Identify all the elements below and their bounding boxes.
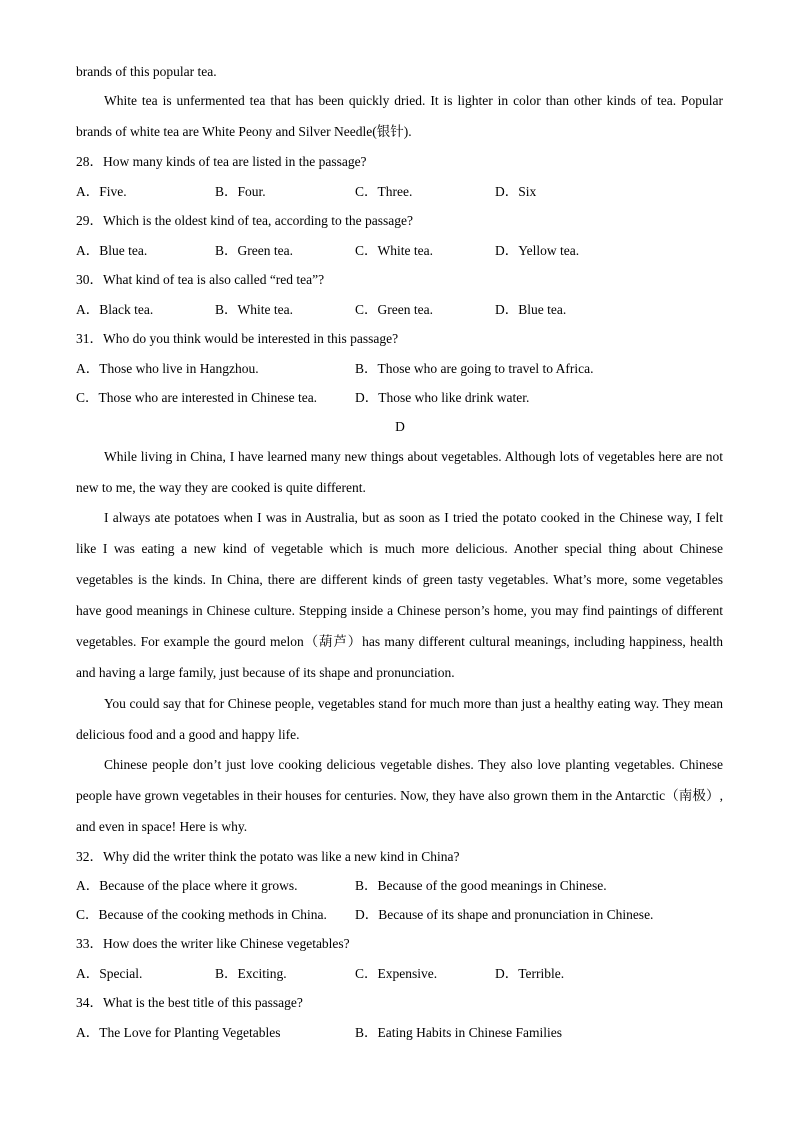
question-28-option-a: A．Five.	[76, 184, 127, 199]
section-d-heading: D	[395, 419, 405, 434]
question-33-stem: 33．How does the writer like Chinese vegetables?	[76, 936, 350, 951]
question-33-option-a: A．Special.	[76, 966, 143, 981]
question-33-option-c: C．Expensive.	[355, 966, 438, 981]
question-33-option-b: B．Exciting.	[215, 966, 287, 981]
question-31-option-a: A．Those who live in Hangzhou.	[76, 361, 259, 376]
question-30-option-b: B．White tea.	[215, 302, 293, 317]
question-30-option-d: D．Blue tea.	[495, 302, 567, 317]
question-32-stem: 32．Why did the writer think the potato was like a new kind in China?	[76, 849, 460, 864]
question-32-option-d: D．Because of its shape and pronunciation in Chinese.	[355, 907, 654, 922]
question-29-stem: 29．Which is the oldest kind of tea, according to the passage?	[76, 213, 414, 228]
section-d-paragraph-3: You could say that for Chinese people, vegetables stand for much more than just a healthy eating way. They mean delicious food and a good and happy life.	[76, 696, 723, 742]
section-d-paragraph-4: Chinese people don’t just love cooking delicious vegetable dishes. They also love planting vegetables. Chinese people have grown vegetables in their houses for centuries. Now, they have also grown them in the Antarctic（南极）, and even in space! Here is why.	[76, 757, 723, 834]
question-33-option-d: D．Terrible.	[495, 966, 565, 981]
question-30-stem: 30．What kind of tea is also called “red tea”?	[76, 272, 325, 287]
question-29-option-c: C．White tea.	[355, 243, 433, 258]
question-34-option-b: B．Eating Habits in Chinese Families	[355, 1025, 562, 1040]
question-28-stem: 28．How many kinds of tea are listed in the passage?	[76, 154, 367, 169]
section-d-paragraph-2: I always ate potatoes when I was in Australia, but as soon as I tried the potato cooked in the Chinese way, I felt like I was eating a new kind of vegetable which is much more delicious. Another special thing about Chinese vegetables is the kinds. In China, there are different kinds of green tasty vegetables. What’s more, some vegetables have good meanings in Chinese culture. Stepping inside a Chinese person’s home, you may find paintings of different vegetables. For example the gourd melon（葫芦）has many different cultural meanings, including happiness, health and having a large family, just because of its shape and pronunciation.	[76, 510, 723, 680]
passage-c-tail-line: brands of this popular tea.	[76, 64, 217, 79]
section-d-paragraph-1: While living in China, I have learned many new things about vegetables. Although lots of vegetables here are not new to me, the way they are cooked is quite different.	[76, 449, 723, 495]
question-30-option-c: C．Green tea.	[355, 302, 433, 317]
question-28-option-b: B．Four.	[215, 184, 266, 199]
question-31-stem: 31．Who do you think would be interested in this passage?	[76, 331, 399, 346]
question-31-option-b: B．Those who are going to travel to Africa.	[355, 361, 594, 376]
question-32-option-b: B．Because of the good meanings in Chinese.	[355, 878, 607, 893]
question-34-stem: 34．What is the best title of this passage?	[76, 995, 303, 1010]
question-34-option-a: A．The Love for Planting Vegetables	[76, 1025, 281, 1040]
passage-c-white-tea-paragraph: White tea is unfermented tea that has been quickly dried. It is lighter in color than other kinds of tea. Popular brands of white tea are White Peony and Silver Needle(银针).	[76, 93, 723, 139]
question-28-option-c: C．Three.	[355, 184, 413, 199]
question-29-option-d: D．Yellow tea.	[495, 243, 580, 258]
question-31-option-d: D．Those who like drink water.	[355, 390, 530, 405]
question-32-option-c: C．Because of the cooking methods in China.	[76, 907, 327, 922]
question-29-option-b: B．Green tea.	[215, 243, 293, 258]
question-28-option-d: D．Six	[495, 184, 537, 199]
question-32-option-a: A．Because of the place where it grows.	[76, 878, 298, 893]
question-30-option-a: A．Black tea.	[76, 302, 154, 317]
question-29-option-a: A．Blue tea.	[76, 243, 148, 258]
question-31-option-c: C．Those who are interested in Chinese tea.	[76, 390, 318, 405]
